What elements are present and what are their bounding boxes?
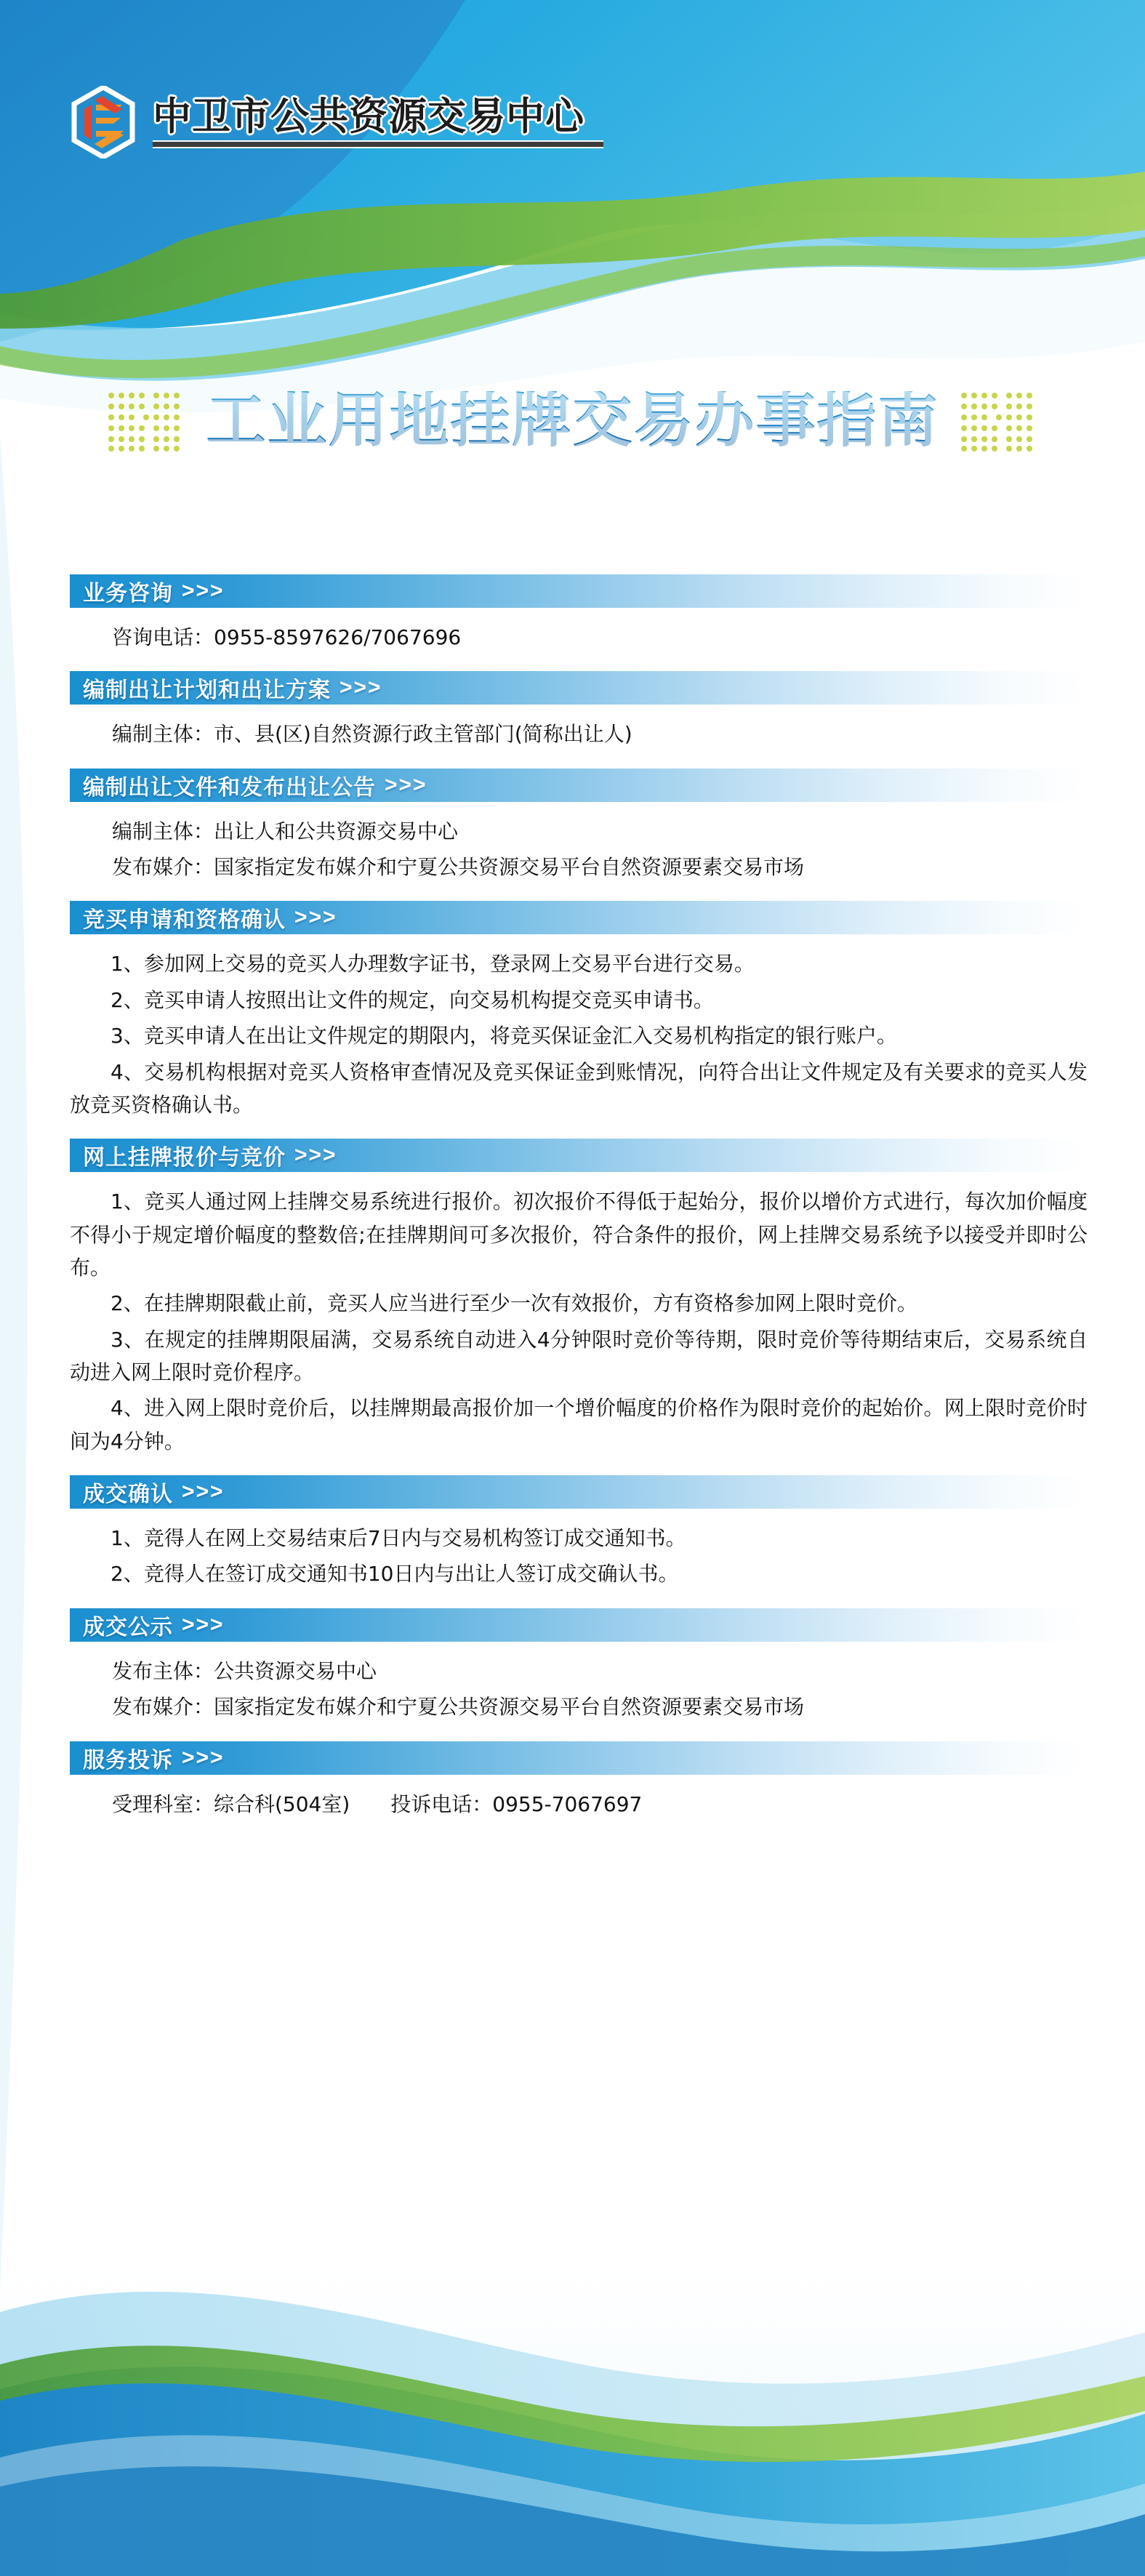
section-paragraph: 3、在规定的挂牌期限届满，交易系统自动进入4分钟限时竞价等待期，限时竞价等待期结束后，交易系统自动进入网上限时竞价程序。 (70, 1327, 1088, 1385)
section-body (70, 812, 1088, 902)
section-heading: 编制出让文件和发布出让公告 (83, 774, 376, 801)
chevron-arrows-icon: >>> (294, 1143, 337, 1168)
section-body (70, 1652, 1088, 1741)
section-header-bar (70, 1139, 1085, 1172)
site-header (70, 86, 603, 159)
section-paragraph: 发布媒介：国家指定发布媒介和宁夏公共资源交易平台自然资源要素交易市场 (112, 855, 805, 880)
section-paragraph: 咨询电话：0955-8597626/7067696 (112, 625, 462, 649)
org-name-wrap (153, 96, 603, 148)
guide-section (70, 769, 1088, 902)
section-body (70, 944, 1088, 1139)
section-header-bar (70, 769, 1085, 802)
section-heading: 网上挂牌报价与竞价 (83, 1145, 286, 1171)
section-header-bar (70, 1741, 1085, 1775)
section-paragraph: 3、竞买申请人在出让文件规定的期限内，将竞买保证金汇入交易机构指定的银行账户。 (111, 1024, 897, 1048)
section-header-bar (70, 671, 1085, 705)
section-heading: 成交确认 (83, 1482, 173, 1508)
guide-section (70, 671, 1088, 768)
dot-grid-ornament-right (958, 390, 1040, 452)
chevron-arrows-icon: >>> (385, 772, 427, 797)
section-paragraph: 发布主体：公共资源交易中心 (112, 1658, 377, 1683)
section-heading: 竞买申请和资格确认 (83, 907, 286, 934)
section-body (70, 1519, 1088, 1608)
section-paragraph: 2、在挂牌期限截止前，竞买人应当进行至少一次有效报价，方有资格参加网上限时竞价。 (111, 1291, 917, 1316)
guide-section (70, 574, 1088, 671)
section-paragraph: 发布媒介：国家指定发布媒介和宁夏公共资源交易平台自然资源要素交易市场 (112, 1695, 805, 1720)
org-name: 中卫市公共资源交易中心 (153, 95, 584, 139)
guide-content (70, 574, 1088, 1838)
chevron-arrows-icon: >>> (182, 1480, 225, 1504)
guide-section (70, 901, 1088, 1139)
section-body (70, 715, 1088, 768)
section-heading: 成交公示 (83, 1614, 173, 1640)
org-name-underline (153, 140, 603, 148)
hexagon-logo-icon (70, 86, 137, 159)
guide-section (70, 1741, 1088, 1838)
guide-section (70, 1608, 1088, 1741)
page-title: 工业用地挂牌交易办事指南 (206, 386, 939, 455)
section-body (70, 618, 1088, 671)
section-paragraph: 1、竞买人通过网上挂牌交易系统进行报价。初次报价不得低于起始分，报价以增价方式进行，每次加价幅度不得小于规定增价幅度的整数倍;在挂牌期间可多次报价，符合条件的报价，网上挂牌交易系统予以接受并即时公布。 (70, 1189, 1088, 1280)
section-heading: 编制出让计划和出让方案 (83, 678, 331, 704)
section-paragraph: 编制主体：出让人和公共资源交易中心 (112, 819, 459, 843)
section-body (70, 1785, 1088, 1838)
chevron-arrows-icon: >>> (294, 905, 337, 930)
section-body (70, 1182, 1088, 1475)
guide-section (70, 1475, 1088, 1608)
chevron-arrows-icon: >>> (182, 1612, 225, 1637)
chevron-arrows-icon: >>> (182, 579, 225, 603)
chevron-arrows-icon: >>> (182, 1745, 225, 1770)
dot-grid-ornament-left (105, 390, 187, 452)
section-paragraph: 受理科室：综合科(504室) 投诉电话：0955-7067697 (112, 1791, 643, 1816)
chevron-arrows-icon: >>> (340, 675, 382, 700)
section-paragraph: 1、竞得人在网上交易结束后7日内与交易机构签订成交通知书。 (111, 1526, 686, 1551)
section-paragraph: 1、参加网上交易的竞买人办理数字证书，登录网上交易平台进行交易。 (111, 952, 755, 976)
section-header-bar (70, 1608, 1085, 1642)
section-paragraph: 2、竞得人在签订成交通知书10日内与出让人签订成交确认书。 (111, 1562, 679, 1586)
section-paragraph: 编制主体：市、县(区)自然资源行政主管部门(简称出让人) (112, 722, 632, 747)
section-header-bar (70, 901, 1085, 934)
section-header-bar (70, 574, 1085, 608)
section-paragraph: 4、进入网上限时竞价后，以挂牌期最高报价加一个增价幅度的价格作为限时竞价的起始价。网上限时竞价时间为4分钟。 (70, 1396, 1088, 1453)
section-header-bar (70, 1475, 1085, 1509)
section-heading: 服务投诉 (83, 1747, 173, 1773)
section-paragraph: 4、交易机构根据对竞买人资格审查情况及竞买保证金到账情况，向符合出让文件规定及有关要求的竞买人发放竞买资格确认书。 (70, 1059, 1088, 1117)
guide-section (70, 1139, 1088, 1475)
main-title-row (0, 386, 1145, 455)
section-heading: 业务咨询 (83, 581, 173, 606)
section-paragraph: 2、竞买申请人按照出让文件的规定，向交易机构提交竞买申请书。 (111, 987, 714, 1012)
